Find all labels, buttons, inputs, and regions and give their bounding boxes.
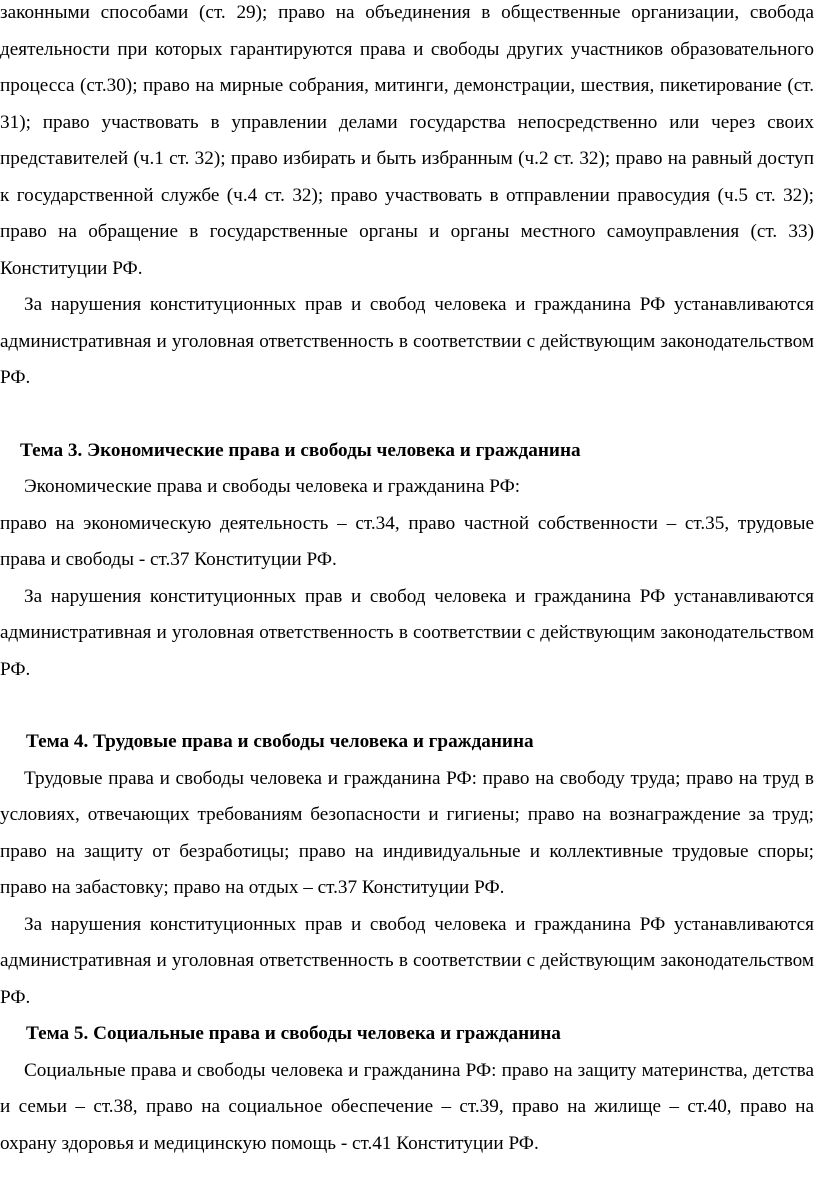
topic-4-liability-paragraph: За нарушения конституционных прав и свобод человека и гражданина РФ устанавливаются административная и уголовная ответственность в соответствии с действующим законодательством РФ. [0, 913, 814, 1008]
topic-3-liability-paragraph: За нарушения конституционных прав и свобод человека и гражданина РФ устанавливаются административная и уголовная ответственность в соответствии с действующим законодательством РФ. [0, 585, 814, 680]
topic-4-heading: Тема 4. Трудовые права и свободы человека и гражданина [26, 731, 534, 752]
topic-3-heading: Тема 3. Экономические права и свободы человека и гражданина [20, 439, 581, 461]
topic-4-body: Трудовые права и свободы человека и гражданина РФ: право на свободу труда; право на труд в условиях, отвечающих требованиям безопасности и гигиены; право на вознаграждение за труд; право на защиту от безработицы; право на индивидуальные и коллективные трудовые споры; право на забастовку; право на отдых – ст.37 Конституции РФ. [0, 767, 814, 898]
topic-3-body: право на экономическую деятельность – ст.34, право частной собственности – ст.35, трудовые права и свободы - ст.37 Конституции РФ. [0, 512, 814, 570]
intro-paragraph: законными способами (ст. 29); право на объединения в общественные организации, свобода деятельности при которых гарантируются права и свободы других участников образовательного процесса (ст.30); право на мирные собрания, митинги, демонстрации, шествия, пикетирование (ст. 31); право участвовать в управлении делами государства непосредственно или через своих представителей (ч.1 ст. 32); право избирать и быть избранным (ч.2 ст. 32); право на равный доступ к государственной службе (ч.4 ст. 32); право участвовать в отправлении правосудия (ч.5 ст. 32); право на обращение в государственные органы и органы местного самоуправления (ст. 33) Конституции РФ. [0, 2, 814, 279]
topic-5-heading: Тема 5. Социальные права и свободы человека и гражданина [26, 1023, 561, 1044]
topic-3-lead: Экономические права и свободы человека и гражданина РФ: [24, 476, 521, 497]
topic-5-body: Социальные права и свободы человека и гражданина РФ: право на защиту материнства, детства и семьи – ст.38, право на социальное обеспечение – ст.39, право на жилище – ст.40, право на охрану здоровья и медицинскую помощь - ст.41 Конституции РФ. [0, 1059, 814, 1154]
intro-liability-paragraph: За нарушения конституционных прав и свобод человека и гражданина РФ устанавливаются административная и уголовная ответственность в соответствии с действующим законодательством РФ. [0, 294, 814, 388]
